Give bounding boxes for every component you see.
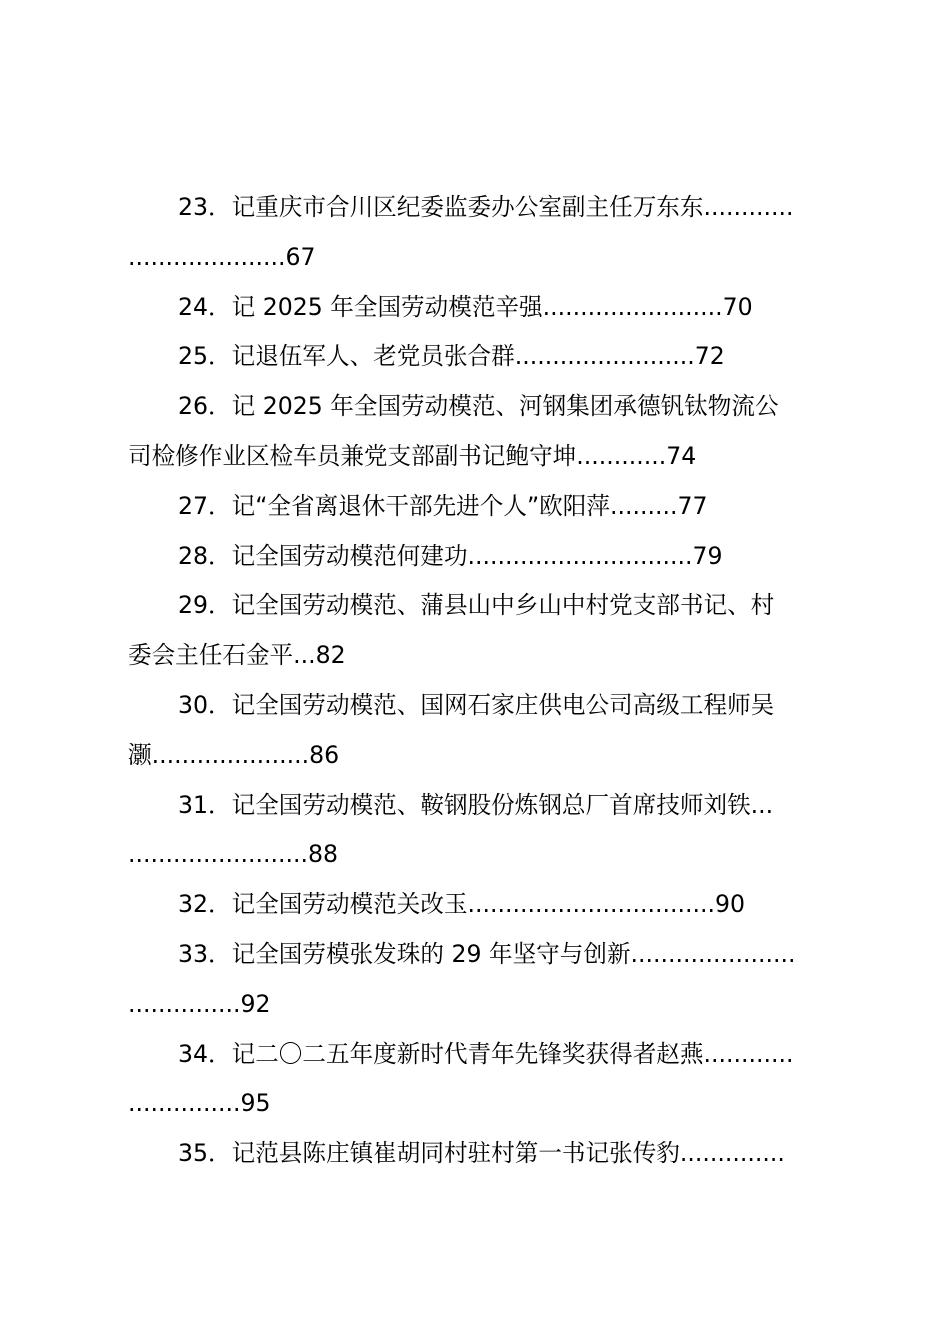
toc-entry-23: 23．记重庆市合川区纪委监委办公室副主任万东东............ xyxy=(178,193,794,221)
toc-entry-29-continuation: 委会主任石金平...82 xyxy=(128,641,346,670)
toc-entry-26: 26．记 2025 年全国劳动模范、河钢集团承德钒钛物流公 xyxy=(178,392,779,421)
toc-entry-26-continuation: 司检修作业区检车员兼党支部副书记鲍守坤............74 xyxy=(128,441,697,470)
toc-entry-27: 27．记“全省离退休干部先进个人”欧阳萍.........77 xyxy=(178,491,708,520)
toc-entry-30-continuation: 灏.....................86 xyxy=(128,740,340,769)
toc-entry-28: 28．记全国劳动模范何建功..............................79 xyxy=(178,541,723,570)
toc-entry-25: 25．记退伍军人、老党员张合群........................72 xyxy=(178,342,725,371)
toc-entry-34-continuation: ...............95 xyxy=(128,1089,271,1118)
toc-entry-34: 34．记二〇二五年度新时代青年先锋奖获得者赵燕............ xyxy=(178,1039,794,1068)
toc-entry-31-continuation: ........................88 xyxy=(128,840,339,869)
toc-entry-30: 30．记全国劳动模范、国网石家庄供电公司高级工程师吴 xyxy=(178,690,775,719)
toc-entry-29: 29．记全国劳动模范、蒲县山中乡山中村党支部书记、村 xyxy=(178,591,775,620)
toc-entry-33: 33．记全国劳模张发珠的 29 年坚守与创新...................... xyxy=(178,939,796,968)
toc-entry-31: 31．记全国劳动模范、鞍钢股份炼钢总厂首席技师刘铁... xyxy=(178,790,774,819)
toc-entry-35: 35．记范县陈庄镇崔胡同村驻村第一书记张传豹.............. xyxy=(178,1139,785,1168)
toc-entry-33-continuation: ...............92 xyxy=(128,989,271,1018)
toc-entry-24: 24．记 2025 年全国劳动模范辛强........................70 xyxy=(178,292,753,321)
toc-entry-32: 32．记全国劳动模范关改玉.................................90 xyxy=(178,890,746,919)
toc-entry-23-continuation: .....................67 xyxy=(128,242,316,271)
table-of-contents xyxy=(128,183,831,1179)
